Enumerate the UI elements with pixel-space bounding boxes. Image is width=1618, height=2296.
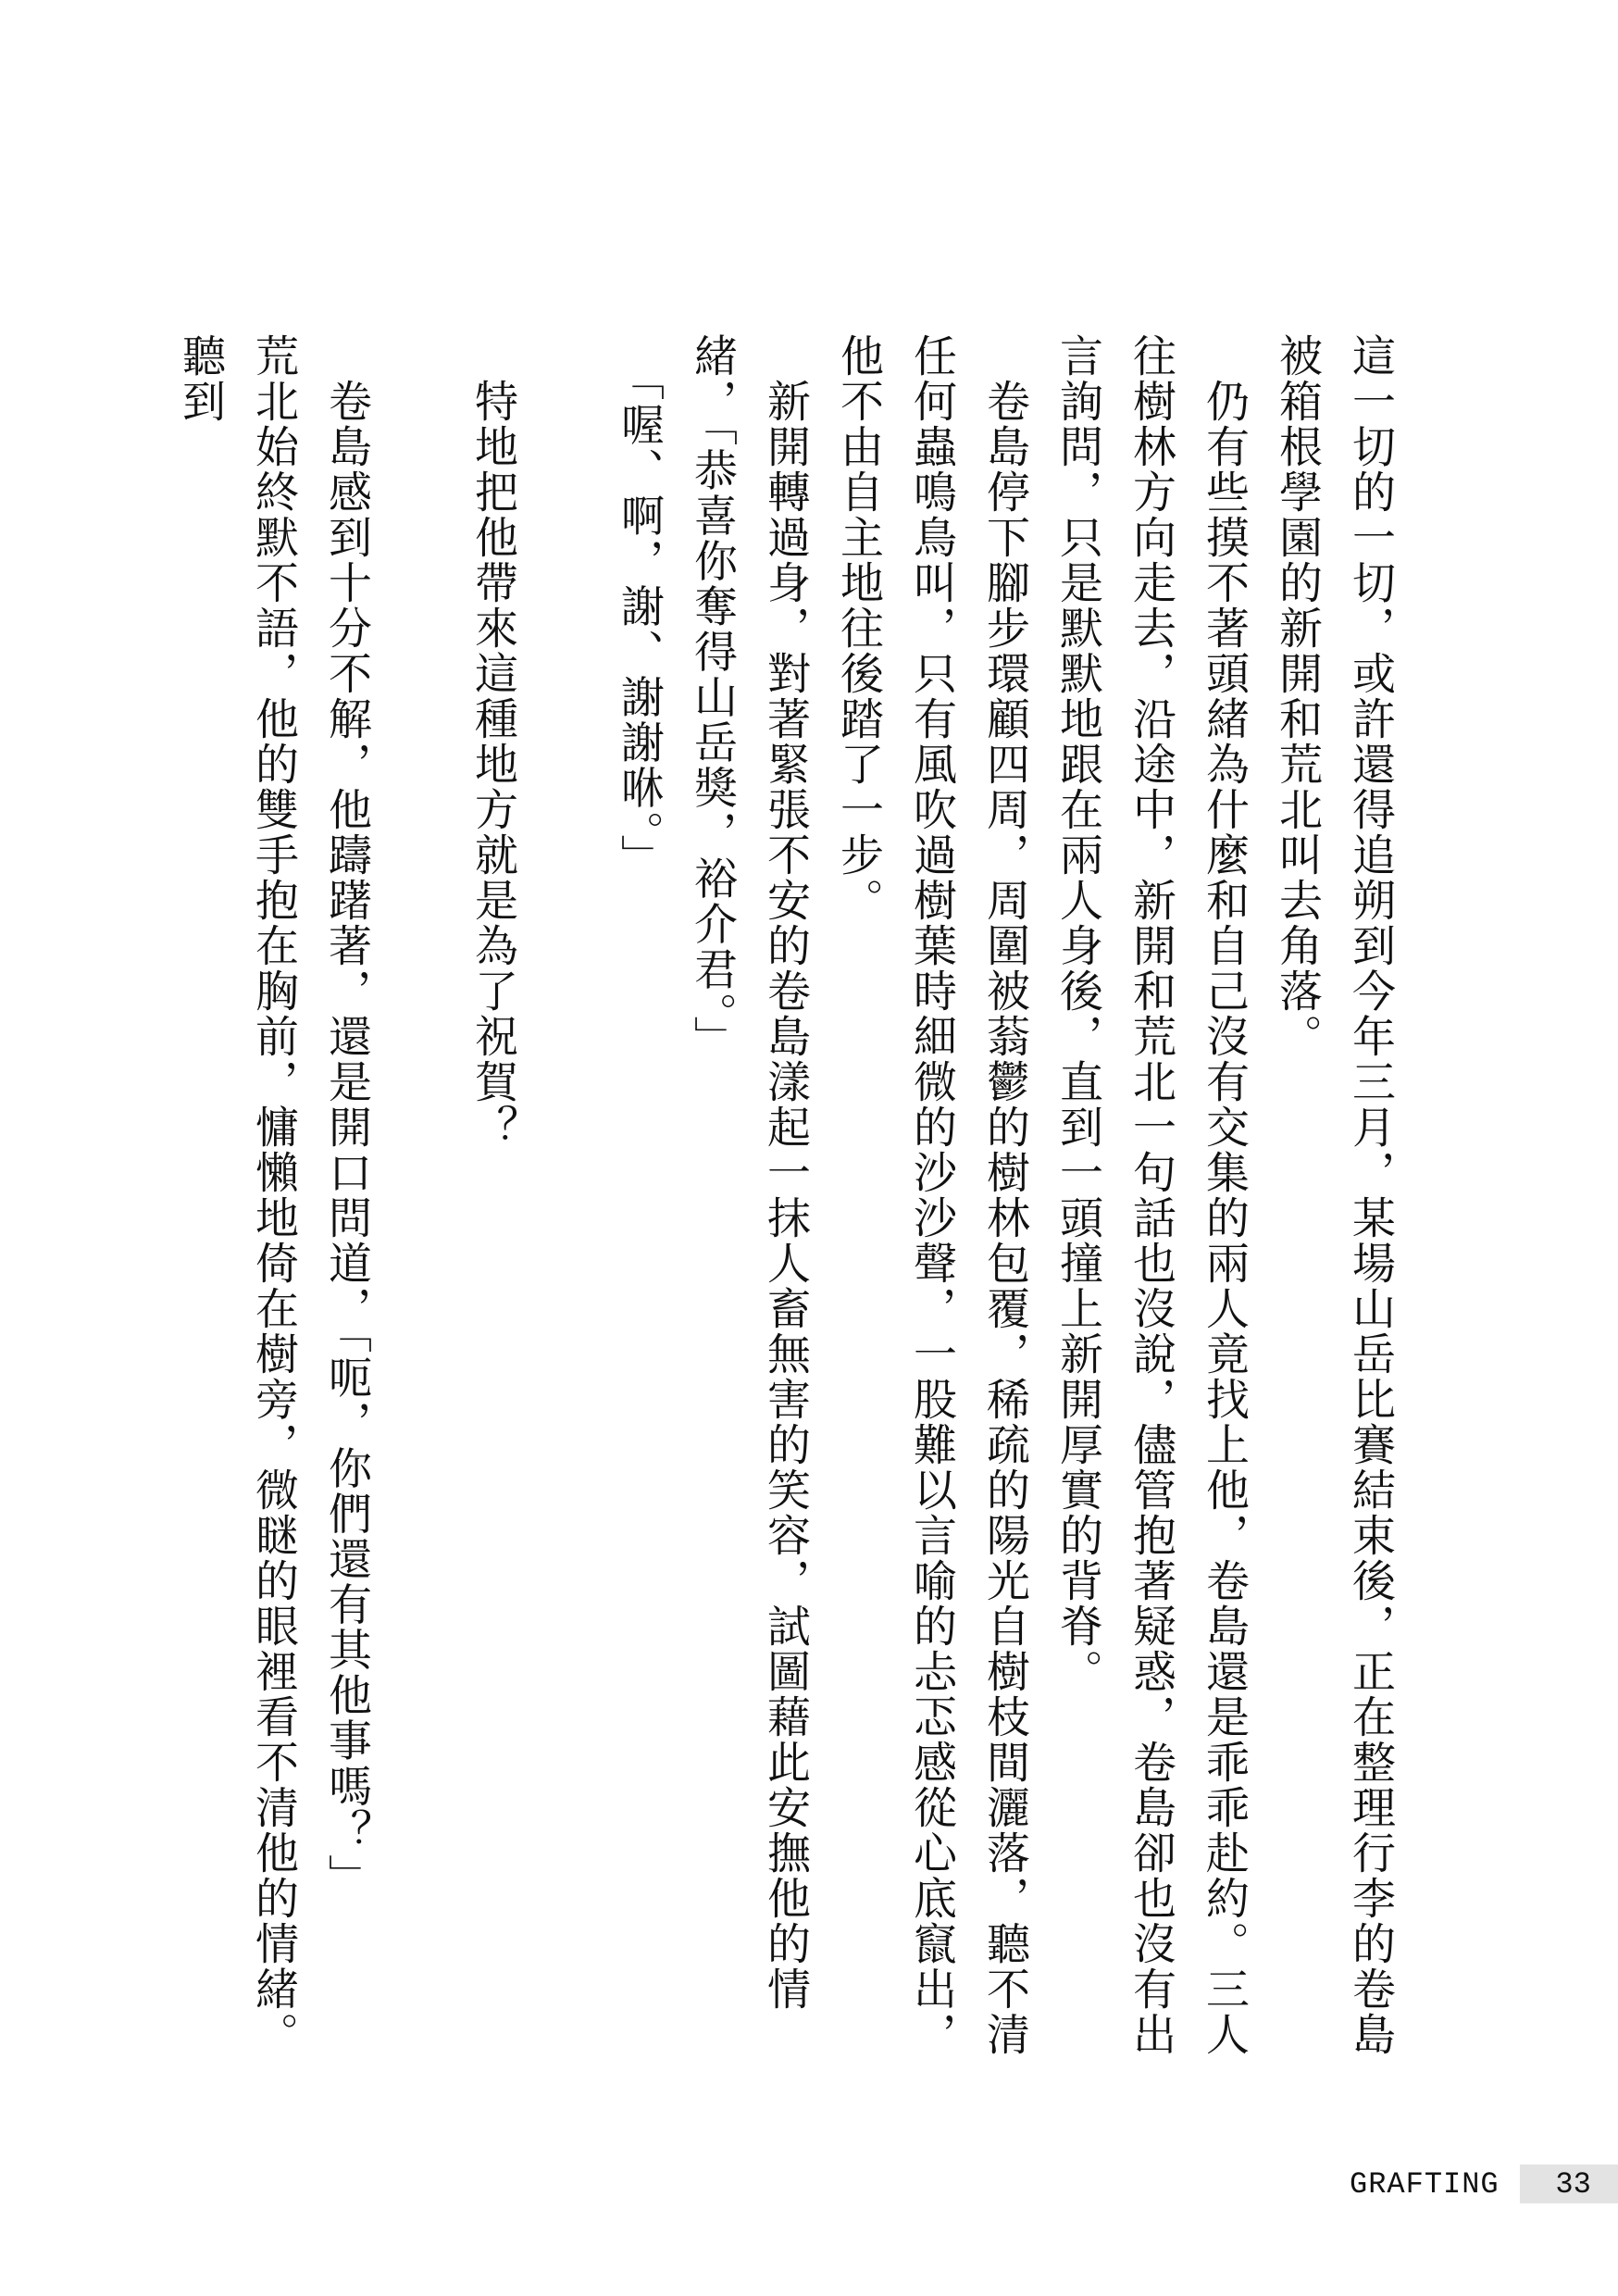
paragraph: 這一切的一切，或許還得追朔到今年三月，某場山岳比賽結束後，正在整理行李的卷島被箱根學園的新開和荒北叫去角落。 [1272,333,1396,2057]
page-number: 33 [1520,2165,1618,2203]
paragraph: 「喔、啊，謝、謝謝咻。」 [614,333,665,880]
running-title: GRAFTING [1350,2166,1500,2202]
blank-line [529,333,603,2074]
paragraph: 特地把他帶來這種地方就是為了祝賀？ [467,333,518,1150]
paragraph: 卷島感到十分不解，他躊躇著，還是開口問道，「呃，你們還有其他事嗎？」 [321,333,372,1900]
blank-line [383,333,456,2074]
paragraph: 卷島停下腳步環顧四周，周圍被蓊鬱的樹林包覆，稀疏的陽光自樹枝間灑落，聽不清任何蟲鳴鳥叫，只有風吹過樹葉時細微的沙沙聲，一股難以言喻的忐忑感從心底竄出，他不由自主地往後踏了一步。 [833,333,1030,2057]
vertical-text-block [175,333,1407,2074]
paragraph: 仍有些摸不著頭緒為什麼和自己沒有交集的兩人竟找上他，卷島還是乖乖赴約。三人往樹林方向走去，沿途中，新開和荒北一句話也沒說，儘管抱著疑惑，卷島卻也沒有出言詢問，只是默默地跟在兩人身後，直到一頭撞上新開厚實的背脊。 [1052,333,1250,2057]
paragraph: 荒北始終默不語，他的雙手抱在胸前，慵懶地倚在樹旁，微瞇的眼裡看不清他的情緒。聽到 [175,333,299,2057]
page-footer [1350,2165,1618,2203]
paragraph: 新開轉過身，對著緊張不安的卷島漾起一抹人畜無害的笑容，試圖藉此安撫他的情緒，「恭喜你奪得山岳獎，裕介君。」 [687,333,811,2012]
